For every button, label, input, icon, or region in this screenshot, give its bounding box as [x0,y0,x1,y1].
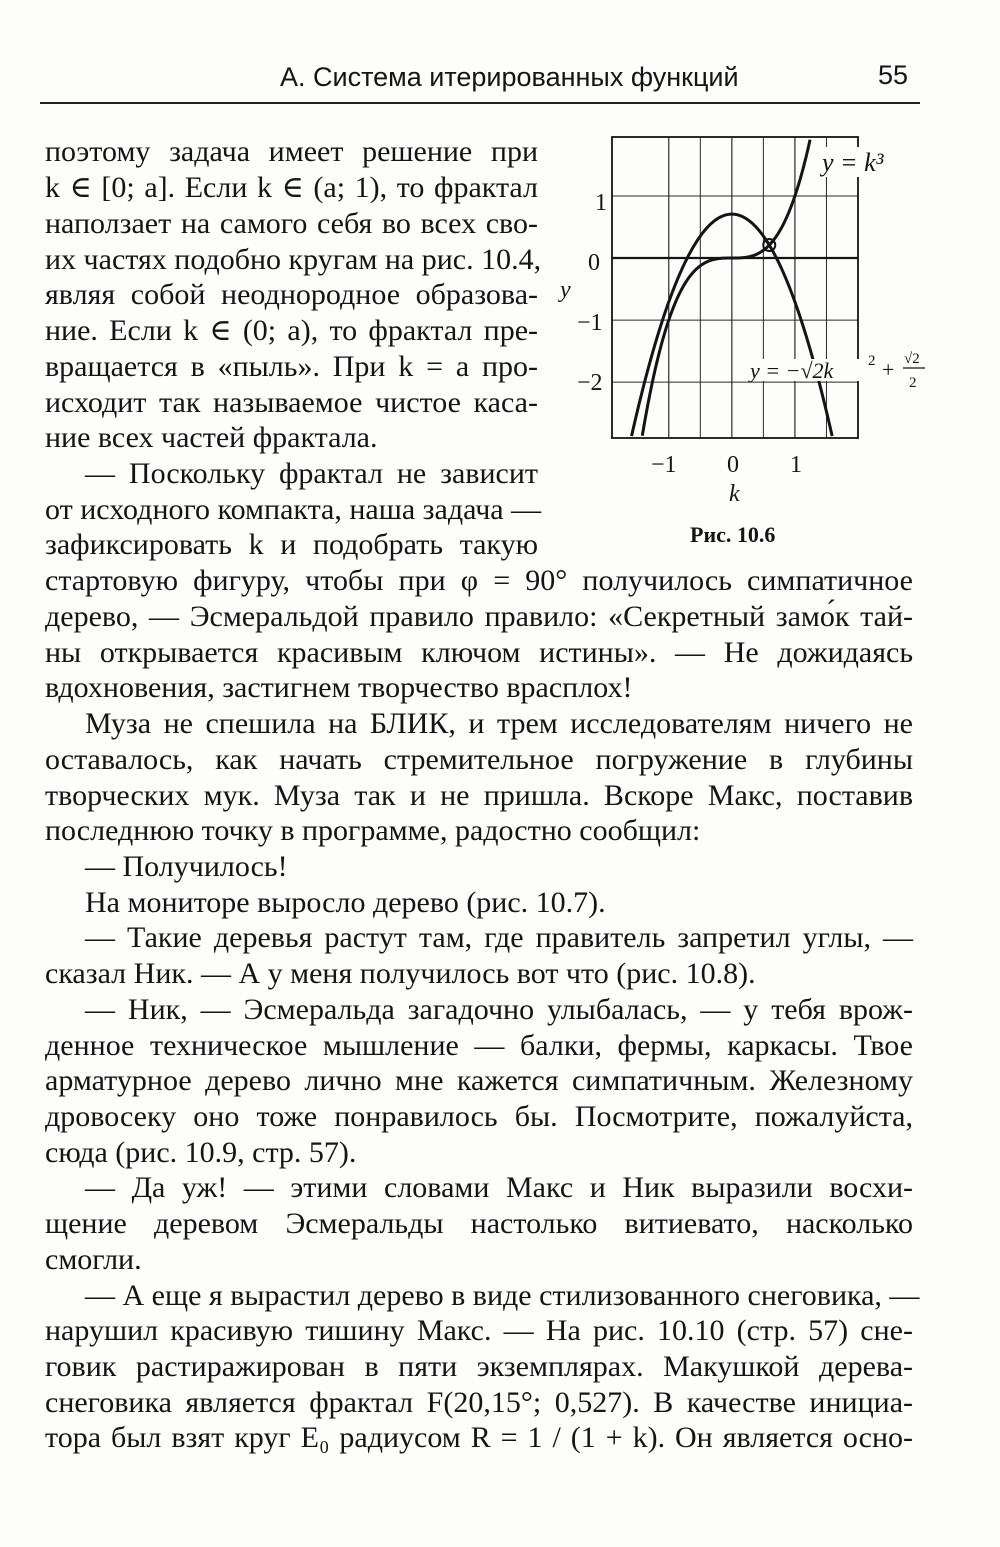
text-line: снеговика является фрактал F(20,15°; 0,527). В качестве инициа- [45,1386,913,1419]
y-tick-label: −1 [577,310,603,336]
text-line: их частях подобно кругам на рис. 10.4, [45,243,542,276]
x-tick-label: −1 [651,452,677,478]
curve-label-numerator: √2 [904,351,920,367]
text-line: вдохновения, застигнем творчество врасплох! [45,671,633,704]
curve-label-cubic: y = k³ [822,148,884,177]
text-line: нарушил красивую тишину Макс. — На рис. 10.10 (стр. 57) сне- [45,1314,913,1347]
text-line: вращается в «пыль». При k = a про- [45,350,538,383]
text-line: последнюю точку в программе, радостно сообщил: [45,814,701,847]
function-plot [555,125,975,565]
text-line: арматурное дерево лично мне кажется симпатичным. Железному [45,1064,913,1097]
text-line: На мониторе выросло дерево (рис. 10.7). [85,886,606,919]
y-tick-label: 0 [588,250,600,276]
text-line: ние всех частей фрактала. [45,421,378,454]
text-line: — Да уж! — этими словами Макс и Ник выразили восхи- [85,1171,913,1204]
figure-10-6 [555,125,975,565]
text-line: сказал Ник. — А у меня получилось вот что (рис. 10.8). [45,957,756,990]
curve-label-denominator: 2 [909,375,917,391]
text-line: говик растиражирован в пяти экземплярах. Макушкой дерева- [45,1350,913,1383]
y-axis-label: y [560,277,571,303]
curve-cubic [642,140,810,436]
text-line: денное техническое мышление — балки, фермы, каркасы. Твое [45,1029,913,1062]
curve-label-plus: + [882,357,895,382]
text-line: зафиксировать k и подобрать такую [45,528,538,561]
text-line: Муза не спешила на БЛИК, и трем исследователям ничего не [85,707,913,740]
text-line: ние. Если k ∈ (0; a), то фрактал пре- [45,314,538,347]
curve-label-exponent: 2 [868,353,876,369]
text-line: являя собой неоднородное образова- [45,278,538,311]
page-number: 55 [877,60,908,90]
x-tick-label: 1 [790,452,802,478]
text-line: дровосеку оно тоже понравилось бы. Посмотрите, пожалуйста, [45,1100,913,1133]
text-line: смогли. [45,1243,142,1276]
text-line: дерево, — Эсмеральдой правило правило: «Секретный замо́к тай- [45,600,913,633]
text-line: — А еще я вырастил дерево в виде стилизованного снеговика, — [85,1279,920,1312]
x-tick-label: 0 [727,452,739,478]
text-line: — Ник, — Эсмеральда загадочно улыбалась, — у тебя врож- [85,993,913,1026]
text-line: — Поскольку фрактал не зависит [85,457,538,490]
text-line: творческих мук. Муза так и не пришла. Вскоре Макс, поставив [45,779,913,812]
text-line: сюда (рис. 10.9, стр. 57). [45,1136,357,1169]
text-line: — Получилось! [85,850,288,883]
text-line: наползает на самого себя во всех сво- [45,207,538,240]
text-line: ны открывается красивым ключом истины». — Не дожидаясь [45,636,913,669]
text-line: от исходного компакта, наша задача — [45,493,542,526]
text-line: оставалось, как начать стремительное погружение в глубины [45,743,913,776]
text-line: тора был взят круг E₀ радиусом R = 1 / (1 + k). Он является осно- [45,1421,913,1454]
text-line: поэтому задача имеет решение при [45,135,538,168]
curve-label-parabola: y = −√2k [750,358,834,383]
running-title: А. Система итерированных функций [280,62,739,92]
text-line: стартовую фигуру, чтобы при φ = 90° получилось симпатичное [45,564,913,597]
y-tick-label: −2 [577,370,603,396]
text-line: — Такие деревья растут там, где правитель запретил углы, — [85,921,913,954]
y-tick-label: 1 [595,190,607,216]
page-header [40,58,920,104]
text-line: исходит так называемое чистое каса- [45,386,538,419]
text-line: щение деревом Эсмеральды настолько витиевато, насколько [45,1207,913,1240]
figure-caption: Рис. 10.6 [690,522,776,547]
text-line: k ∈ [0; a]. Если k ∈ (a; 1), то фрактал [45,171,538,204]
x-axis-label: k [729,481,740,507]
